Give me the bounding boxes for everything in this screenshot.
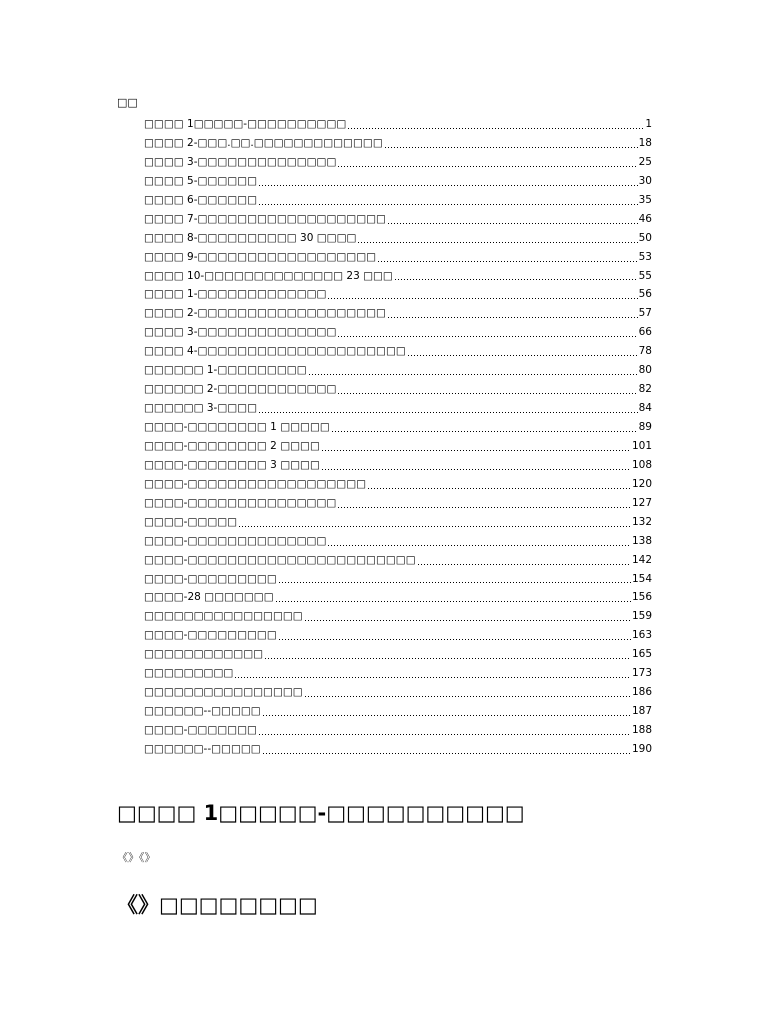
toc-entry-title: □□□□ 10-□□□□□□□□□□□□□□ 23 □□□ bbox=[144, 269, 393, 282]
toc-entry-page-number: 25 bbox=[638, 155, 652, 168]
toc-entry[interactable] bbox=[144, 304, 652, 323]
toc-entry-title: □□□□-□□□□□□□□ 3 □□□□ bbox=[144, 458, 320, 471]
toc-entry-page-number: 156 bbox=[631, 591, 652, 604]
toc-entry[interactable] bbox=[144, 456, 652, 475]
toc-entry-title: □□□□-□□□□□□□ bbox=[144, 724, 257, 736]
toc-entry-title: □□□□□□--□□□□□ bbox=[144, 705, 261, 718]
toc-entry-page-number: 163 bbox=[631, 629, 652, 642]
toc-entry-page-number: 173 bbox=[631, 667, 652, 680]
toc-entry-title: □□□□ 2-□□□.□□.□□□□□□□□□□□□□ bbox=[144, 136, 383, 149]
toc-entry-title: □□□□□□□□□□□□ bbox=[144, 648, 264, 661]
toc-entry-page-number: 30 bbox=[638, 174, 652, 187]
toc-dot-leader bbox=[327, 545, 631, 546]
toc-entry-page-number: 57 bbox=[638, 307, 652, 320]
toc-entry[interactable] bbox=[144, 285, 652, 304]
toc-entry-title: □□□□□□□□□□□□□□□□ bbox=[144, 686, 303, 699]
toc-entry-title: □□□□-□□□□□□□□ 1 □□□□□ bbox=[144, 421, 330, 433]
toc-dot-leader bbox=[258, 204, 638, 205]
toc-dot-leader bbox=[387, 223, 638, 224]
toc-entry-page-number: 120 bbox=[631, 477, 652, 490]
section-heading: 《》□□□□□□□□ bbox=[117, 893, 318, 917]
toc-entry[interactable] bbox=[144, 229, 652, 248]
toc-entry-page-number: 108 bbox=[631, 458, 652, 471]
toc-entry-title: □□□□-□□□□□□□□□□□□□□□□□□□□□□□ bbox=[144, 553, 416, 566]
toc-entry[interactable] bbox=[144, 153, 652, 172]
toc-entry-page-number: 154 bbox=[631, 572, 652, 585]
toc-entry-page-number: 78 bbox=[638, 345, 652, 358]
table-of-contents bbox=[144, 115, 652, 759]
toc-dot-leader bbox=[407, 355, 638, 356]
toc-entry[interactable] bbox=[144, 645, 652, 664]
toc-entry[interactable] bbox=[144, 588, 652, 607]
toc-entry-page-number: 101 bbox=[631, 439, 652, 452]
toc-entry-title: □□□□ 1□□□□□-□□□□□□□□□□ bbox=[144, 118, 347, 130]
toc-entry[interactable] bbox=[144, 380, 652, 399]
toc-dot-leader bbox=[337, 507, 631, 508]
toc-entry[interactable] bbox=[144, 532, 652, 551]
toc-dot-leader bbox=[258, 412, 638, 413]
toc-entry-title: □□□□ 3-□□□□□□□□□□□□□□ bbox=[144, 155, 337, 168]
toc-entry-page-number: 53 bbox=[638, 250, 652, 263]
toc-entry[interactable] bbox=[144, 475, 652, 494]
toc-entry[interactable] bbox=[144, 323, 652, 342]
toc-entry[interactable] bbox=[144, 551, 652, 570]
toc-entry-title: □□□□ 3-□□□□□□□□□□□□□□ bbox=[144, 326, 337, 339]
chapter-heading: □□□□ 1□□□□□-□□□□□□□□□□ bbox=[117, 801, 525, 825]
toc-dot-leader bbox=[308, 374, 638, 375]
toc-entry-title: □□□□ 2-□□□□□□□□□□□□□□□□□□□ bbox=[144, 307, 386, 320]
toc-entry-page-number: 35 bbox=[638, 193, 652, 206]
toc-entry-title: □□□□ 6-□□□□□□ bbox=[144, 193, 258, 206]
toc-dot-leader bbox=[347, 128, 644, 129]
toc-entry-title: □□□□-□□□□□□□□□ bbox=[144, 629, 277, 642]
toc-entry-title: □□□□-□□□□□□□□□□□□□□ bbox=[144, 534, 327, 547]
toc-entry-page-number: 127 bbox=[631, 496, 652, 509]
toc-entry[interactable] bbox=[144, 664, 652, 683]
toc-entry[interactable] bbox=[144, 115, 652, 134]
toc-entry-page-number: 186 bbox=[631, 686, 652, 699]
toc-dot-leader bbox=[367, 488, 631, 489]
toc-entry[interactable] bbox=[144, 361, 652, 380]
toc-entry-title: □□□□ 5-□□□□□□ bbox=[144, 174, 258, 187]
toc-entry-page-number: 46 bbox=[638, 212, 652, 225]
toc-entry-title: □□□□□□ 2-□□□□□□□□□□□□ bbox=[144, 383, 337, 396]
toc-entry-page-number: 89 bbox=[638, 421, 652, 433]
toc-entry[interactable] bbox=[144, 607, 652, 626]
toc-entry-page-number: 159 bbox=[631, 610, 652, 623]
toc-entry[interactable] bbox=[144, 740, 652, 759]
toc-dot-leader bbox=[238, 526, 631, 527]
toc-entry[interactable] bbox=[144, 248, 652, 267]
toc-entry-title: □□□□ 7-□□□□□□□□□□□□□□□□□□□ bbox=[144, 212, 386, 225]
toc-entry-page-number: 1 bbox=[645, 118, 652, 130]
toc-dot-leader bbox=[387, 317, 638, 318]
toc-entry[interactable] bbox=[144, 134, 652, 153]
toc-entry-page-number: 188 bbox=[631, 724, 652, 736]
toc-entry[interactable] bbox=[144, 494, 652, 513]
toc-dot-leader bbox=[417, 564, 631, 565]
toc-dot-leader bbox=[262, 753, 631, 754]
toc-entry-title: □□□□□□□□□ bbox=[144, 667, 234, 680]
toc-entry-page-number: 165 bbox=[631, 648, 652, 661]
toc-entry-page-number: 84 bbox=[638, 402, 652, 415]
toc-entry[interactable] bbox=[144, 513, 652, 532]
toc-entry-title: □□□□□□□□□□□□□□□□ bbox=[144, 610, 303, 623]
toc-dot-leader bbox=[262, 715, 631, 716]
toc-dot-leader bbox=[304, 620, 631, 621]
toc-entry-page-number: 138 bbox=[631, 534, 652, 547]
toc-dot-leader bbox=[234, 677, 631, 678]
toc-entry-page-number: 82 bbox=[638, 383, 652, 396]
toc-dot-leader bbox=[327, 298, 637, 299]
toc-dot-leader bbox=[377, 261, 638, 262]
toc-entry-title: □□□□□□ 3-□□□□ bbox=[144, 402, 258, 415]
toc-entry-title: □□□□-□□□□□□□□□□□□□□□ bbox=[144, 496, 337, 509]
toc-entry-page-number: 18 bbox=[638, 136, 652, 149]
toc-entry-page-number: 132 bbox=[631, 515, 652, 528]
toc-dot-leader bbox=[278, 582, 631, 583]
toc-entry[interactable] bbox=[144, 570, 652, 589]
toc-dot-leader bbox=[264, 658, 631, 659]
toc-dot-leader bbox=[278, 639, 631, 640]
toc-entry[interactable] bbox=[144, 172, 652, 191]
toc-entry[interactable] bbox=[144, 437, 652, 456]
toc-entry-title: □□□□ 8-□□□□□□□□□□ 30 □□□□ bbox=[144, 231, 357, 244]
toc-entry-title: □□□□-□□□□□□□□□ bbox=[144, 572, 277, 585]
toc-dot-leader bbox=[304, 696, 631, 697]
toc-entry-page-number: 56 bbox=[638, 288, 652, 301]
toc-entry-page-number: 50 bbox=[638, 231, 652, 244]
toc-entry-page-number: 190 bbox=[631, 742, 652, 755]
toc-entry-title: □□□□□□--□□□□□ bbox=[144, 742, 261, 755]
toc-entry-title: □□□□ 1-□□□□□□□□□□□□□ bbox=[144, 288, 327, 301]
toc-entry[interactable] bbox=[144, 210, 652, 229]
toc-entry-title: □□□□ 9-□□□□□□□□□□□□□□□□□□ bbox=[144, 250, 377, 263]
toc-entry-title: □□□□□□ 1-□□□□□□□□□ bbox=[144, 364, 307, 377]
toc-entry-title: □□□□ 4-□□□□□□□□□□□□□□□□□□□□□ bbox=[144, 345, 406, 358]
toc-dot-leader bbox=[384, 147, 638, 148]
toc-entry-title: □□□□-□□□□□ bbox=[144, 515, 238, 528]
toc-dot-leader bbox=[258, 734, 631, 735]
toc-dot-leader bbox=[331, 431, 638, 432]
toc-entry[interactable] bbox=[144, 267, 652, 286]
toc-entry[interactable] bbox=[144, 721, 652, 740]
toc-dot-leader bbox=[337, 166, 637, 167]
toc-dot-leader bbox=[337, 393, 637, 394]
toc-entry[interactable] bbox=[144, 342, 652, 361]
toc-dot-leader bbox=[321, 469, 631, 470]
quote-line: 《》《》 bbox=[117, 851, 156, 864]
toc-entry-page-number: 80 bbox=[638, 364, 652, 377]
toc-dot-leader bbox=[394, 279, 638, 280]
toc-entry[interactable] bbox=[144, 702, 652, 721]
toc-dot-leader bbox=[357, 242, 637, 243]
toc-entry[interactable] bbox=[144, 683, 652, 702]
toc-entry-title: □□□□-□□□□□□□□ 2 □□□□ bbox=[144, 439, 320, 452]
toc-heading: □□ bbox=[117, 96, 138, 109]
toc-entry-page-number: 55 bbox=[638, 269, 652, 282]
toc-entry-page-number: 66 bbox=[638, 326, 652, 339]
toc-entry[interactable] bbox=[144, 626, 652, 645]
toc-dot-leader bbox=[321, 450, 631, 451]
toc-entry-page-number: 142 bbox=[631, 553, 652, 566]
toc-dot-leader bbox=[258, 185, 638, 186]
toc-entry-page-number: 187 bbox=[631, 705, 652, 718]
toc-entry[interactable] bbox=[144, 191, 652, 210]
toc-entry-title: □□□□-□□□□□□□□□□□□□□□□□□ bbox=[144, 477, 367, 490]
toc-dot-leader bbox=[337, 336, 637, 337]
toc-entry[interactable] bbox=[144, 399, 652, 418]
toc-dot-leader bbox=[275, 601, 631, 602]
toc-entry[interactable] bbox=[144, 418, 652, 437]
toc-entry-title: □□□□-28 □□□□□□□ bbox=[144, 591, 274, 604]
